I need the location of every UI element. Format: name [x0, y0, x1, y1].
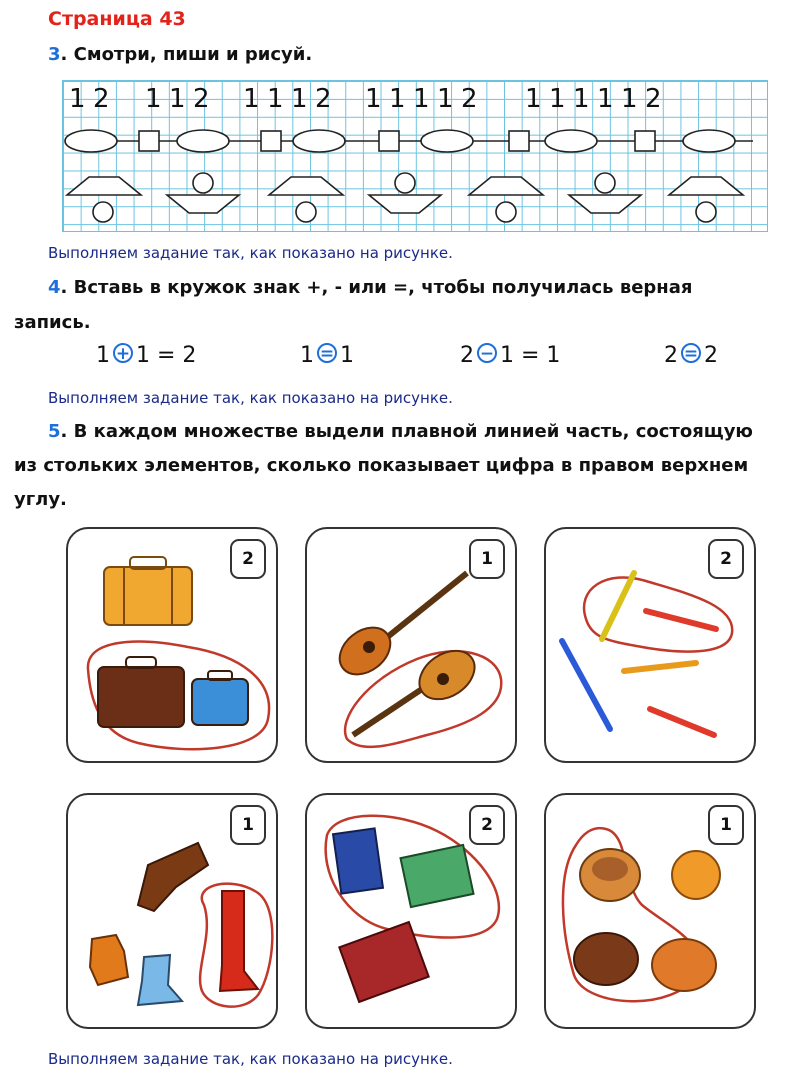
handwritten-digits — [69, 84, 662, 114]
digit: 1 — [525, 84, 542, 114]
digit: 2 — [193, 84, 210, 114]
digit: 1 — [267, 84, 284, 114]
digit: 1 — [145, 84, 162, 114]
set-card-notebooks — [305, 793, 517, 1029]
count-badge: 2 — [469, 805, 505, 845]
task-3-grid — [62, 80, 768, 232]
expression-1: 1 + 1 = 2 — [96, 343, 197, 368]
digit: 1 — [413, 84, 430, 114]
set-card-suitcases — [66, 527, 278, 763]
count-badge: 1 — [708, 805, 744, 845]
digit: 1 — [365, 84, 382, 114]
expression-3: 2 − 1 = 1 — [460, 343, 561, 368]
note-task-3: Выполняем задание так, как показано на рисунке. — [48, 244, 453, 262]
digit: 2 — [93, 84, 110, 114]
digit: 2 — [315, 84, 332, 114]
sign-circle: = — [317, 343, 337, 363]
sign-circle: + — [113, 343, 133, 363]
task-4-number: 4 — [48, 277, 61, 298]
task-4-line-2: запись. — [14, 312, 91, 333]
digit: 1 — [169, 84, 186, 114]
shape-chain — [65, 130, 753, 152]
set-card-guitars — [305, 527, 517, 763]
set-card-buns — [544, 793, 756, 1029]
digit: 1 — [389, 84, 406, 114]
task-5-line-3: углу. — [14, 489, 67, 510]
task-5-number: 5 — [48, 421, 61, 442]
digit: 1 — [549, 84, 566, 114]
page-title: Страница 43 — [48, 8, 186, 30]
set-card-boots — [66, 793, 278, 1029]
task-4-line-1: 4. Вставь в кружок знак +, - или =, чтобы получилась верная — [48, 277, 693, 298]
count-badge: 1 — [230, 805, 266, 845]
digit: 2 — [461, 84, 478, 114]
sign-circle: − — [477, 343, 497, 363]
digit: 1 — [291, 84, 308, 114]
expression-2: 1 = 1 — [300, 343, 354, 368]
task-3-text: Смотри, пиши и рисуй. — [73, 44, 313, 65]
digit: 1 — [243, 84, 260, 114]
note-task-4: Выполняем задание так, как показано на рисунке. — [48, 389, 453, 407]
digit: 2 — [645, 84, 662, 114]
count-badge: 1 — [469, 539, 505, 579]
task-3-drawing — [63, 81, 769, 233]
sign-circle: = — [681, 343, 701, 363]
digit: 1 — [437, 84, 454, 114]
count-badge: 2 — [708, 539, 744, 579]
digit: 1 — [597, 84, 614, 114]
count-badge: 2 — [230, 539, 266, 579]
expression-4: 2 = 2 — [664, 343, 718, 368]
digit: 1 — [573, 84, 590, 114]
set-card-toothbrushes — [544, 527, 756, 763]
task-5-line-2: из стольких элементов, сколько показывает цифра в правом верхнем — [14, 455, 749, 476]
note-task-5: Выполняем задание так, как показано на рисунке. — [48, 1050, 453, 1068]
shape-pattern — [67, 173, 743, 222]
digit: 1 — [69, 84, 86, 114]
task-3-number: 3 — [48, 44, 61, 65]
task-5-line-1: 5. В каждом множестве выдели плавной линией часть, состоящую — [48, 421, 753, 442]
digit: 1 — [621, 84, 638, 114]
task-3-heading: 3. Смотри, пиши и рисуй. — [48, 44, 313, 65]
